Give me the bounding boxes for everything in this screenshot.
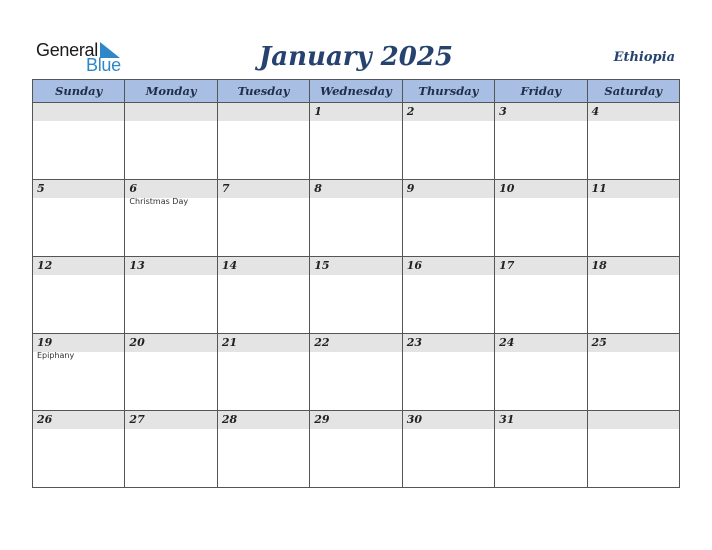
- country-label: Ethiopia: [613, 50, 675, 65]
- day-number: 10: [495, 180, 586, 198]
- day-number: 29: [310, 411, 401, 429]
- calendar-day-cell: [33, 103, 125, 180]
- calendar-day-cell: [125, 103, 217, 180]
- day-number: 13: [125, 257, 216, 275]
- page-title: January 2025: [258, 42, 454, 72]
- calendar-day-cell: [495, 411, 587, 488]
- calendar-day-cell: [217, 257, 309, 334]
- calendar-day-cell: [310, 257, 402, 334]
- day-number: 3: [495, 103, 586, 121]
- day-number: 28: [218, 411, 309, 429]
- calendar-day-cell: [217, 334, 309, 411]
- day-number: 6: [125, 180, 216, 198]
- calendar-day-cell: [495, 334, 587, 411]
- calendar-day-cell: [495, 257, 587, 334]
- day-number: 9: [403, 180, 494, 198]
- weekday-header: Thursday: [402, 80, 494, 103]
- calendar-day-cell: [587, 411, 679, 488]
- day-number: 5: [33, 180, 124, 198]
- calendar-day-cell: [125, 334, 217, 411]
- calendar-body: [33, 103, 680, 488]
- day-number: 12: [33, 257, 124, 275]
- weekday-header-row: [33, 80, 680, 103]
- day-number: 18: [588, 257, 679, 275]
- day-number: 4: [588, 103, 679, 121]
- calendar-day-cell: [495, 180, 587, 257]
- holiday-label: Epiphany: [37, 351, 75, 360]
- day-number: 15: [310, 257, 401, 275]
- weekday-header: Tuesday: [217, 80, 309, 103]
- calendar-week-row: [33, 180, 680, 257]
- day-number: 2: [403, 103, 494, 121]
- calendar-day-cell: [402, 180, 494, 257]
- calendar-day-cell: [402, 103, 494, 180]
- day-number: 11: [588, 180, 679, 198]
- day-number: 30: [403, 411, 494, 429]
- weekday-header: Wednesday: [310, 80, 402, 103]
- logo-word-blue: Blue: [86, 55, 121, 75]
- calendar-day-cell: [33, 334, 125, 411]
- month-calendar-grid: [32, 79, 680, 488]
- calendar-week-row: [33, 103, 680, 180]
- calendar-week-row: [33, 334, 680, 411]
- day-number: [218, 103, 309, 121]
- calendar-day-cell: [33, 257, 125, 334]
- calendar-day-cell: [402, 334, 494, 411]
- day-number: 19: [33, 334, 124, 352]
- calendar-day-cell: [587, 334, 679, 411]
- calendar-day-cell: [217, 180, 309, 257]
- calendar-day-cell: [402, 257, 494, 334]
- weekday-header: Friday: [495, 80, 587, 103]
- calendar-day-cell: [587, 257, 679, 334]
- calendar-day-cell: [217, 411, 309, 488]
- calendar-day-cell: [587, 103, 679, 180]
- day-number: 24: [495, 334, 586, 352]
- calendar-day-cell: [495, 103, 587, 180]
- calendar-day-cell: [33, 411, 125, 488]
- weekday-header: Saturday: [587, 80, 679, 103]
- day-number: 17: [495, 257, 586, 275]
- day-number: 25: [588, 334, 679, 352]
- calendar-day-cell: [310, 411, 402, 488]
- calendar-day-cell: [217, 103, 309, 180]
- calendar-day-cell: [125, 180, 217, 257]
- day-number: [588, 411, 679, 429]
- weekday-header: Sunday: [33, 80, 125, 103]
- calendar-week-row: [33, 257, 680, 334]
- calendar-day-cell: [33, 180, 125, 257]
- day-number: 27: [125, 411, 216, 429]
- day-number: [33, 103, 124, 121]
- calendar-day-cell: [587, 180, 679, 257]
- day-number: 26: [33, 411, 124, 429]
- day-number: 14: [218, 257, 309, 275]
- day-number: 23: [403, 334, 494, 352]
- day-number: 22: [310, 334, 401, 352]
- day-number: 31: [495, 411, 586, 429]
- holiday-label: Christmas Day: [129, 197, 189, 206]
- calendar-day-cell: [310, 103, 402, 180]
- weekday-header: Monday: [125, 80, 217, 103]
- day-number: 20: [125, 334, 216, 352]
- day-number: 21: [218, 334, 309, 352]
- day-number: 7: [218, 180, 309, 198]
- calendar-day-cell: [125, 257, 217, 334]
- calendar-day-cell: [402, 411, 494, 488]
- calendar-day-cell: [125, 411, 217, 488]
- logo-word-general: General: [36, 40, 98, 60]
- day-number: 8: [310, 180, 401, 198]
- calendar-week-row: [33, 411, 680, 488]
- day-number: 1: [310, 103, 401, 121]
- calendar-header: [0, 0, 712, 78]
- calendar-day-cell: [310, 334, 402, 411]
- calendar-day-cell: [310, 180, 402, 257]
- day-number: 16: [403, 257, 494, 275]
- day-number: [125, 103, 216, 121]
